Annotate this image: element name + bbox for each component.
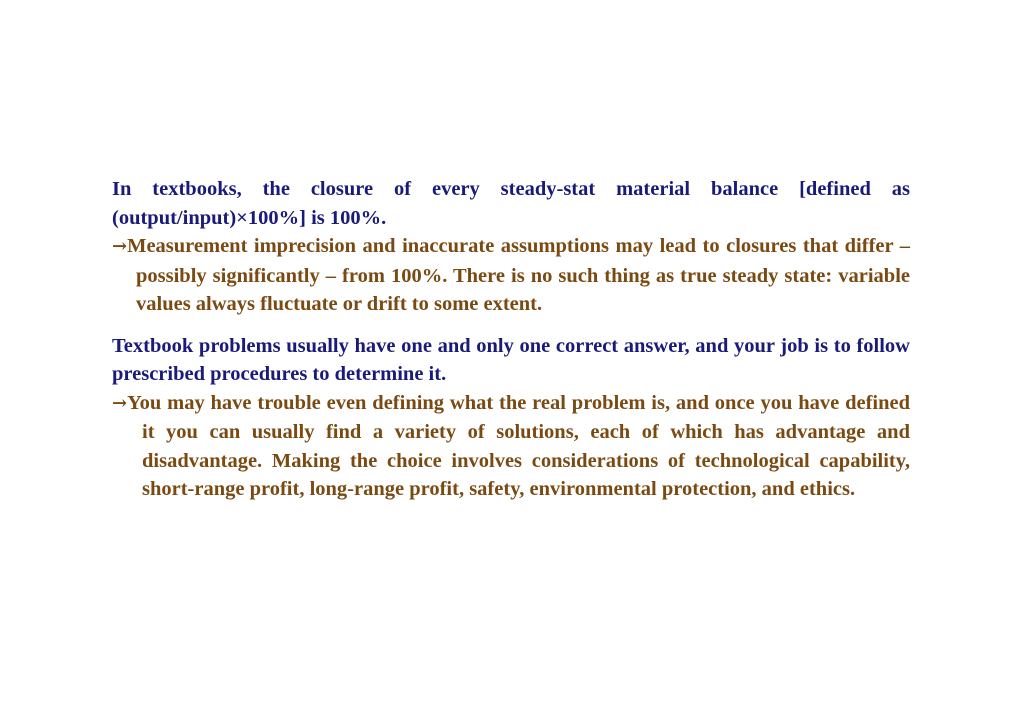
block-spacer <box>112 319 910 332</box>
problems-reality-point <box>112 389 910 504</box>
closure-reality-point <box>112 232 910 319</box>
textbook-closure-statement: In textbooks, the closure of every steady-stat material balance [defined as (output/input)×100%] is 100%. <box>112 178 910 229</box>
closure-reality-text: Measurement imprecision and inaccurate assumptions may lead to closures that differ – possibly significantly – from 100%. There is no such thing as true steady state: variable values always fluctuate or drift to some extent. <box>127 235 910 315</box>
right-arrow-icon: → <box>112 392 128 414</box>
textbook-problems-statement: Textbook problems usually have one and only one correct answer, and your job is to follow prescribed procedures to determine it. <box>112 334 910 385</box>
right-arrow-icon: → <box>112 236 128 257</box>
problems-reality-text: You may have trouble even defining what the real problem is, and once you have defined it you can usually find a variety of solutions, each of which has advantage and disadvantage. Making the choice involves considerations of technological capability, short-range profit, long-range profit, safety, environmental protection, and ethics. <box>127 391 910 500</box>
slide-content <box>112 175 910 504</box>
